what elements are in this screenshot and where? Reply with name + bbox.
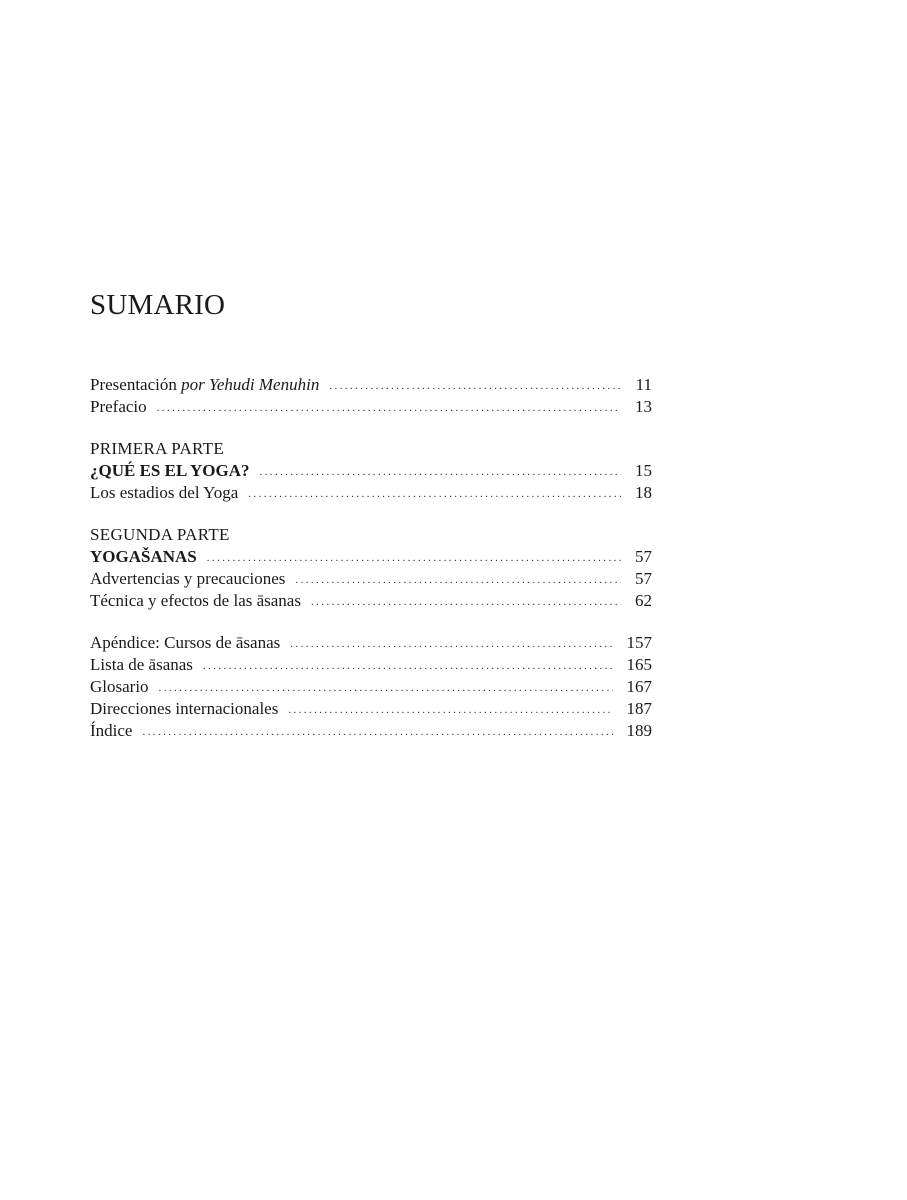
toc-entry	[90, 396, 652, 418]
toc-entry	[90, 460, 652, 482]
dot-leader	[157, 397, 620, 419]
dot-leader	[311, 591, 621, 613]
toc-group-front-matter	[90, 374, 652, 418]
toc-entry	[90, 568, 652, 590]
toc-entry-page: 18	[635, 483, 652, 502]
toc-entry-label: Índice	[90, 721, 133, 740]
toc-entry-label: Advertencias y precauciones	[90, 569, 286, 588]
toc-entry	[90, 654, 652, 676]
toc-entry-page: 157	[626, 633, 652, 652]
toc-entry	[90, 546, 652, 568]
dot-leader	[290, 633, 612, 655]
toc-entry	[90, 698, 652, 720]
table-of-contents	[90, 374, 652, 762]
dot-leader	[288, 699, 612, 721]
toc-entry	[90, 590, 652, 612]
dot-leader	[203, 655, 613, 677]
toc-entry-label: ¿QUÉ ES EL YOGA?	[90, 461, 250, 480]
toc-entry-page: 57	[635, 569, 652, 588]
dot-leader	[329, 375, 621, 397]
toc-entry-page: 13	[635, 397, 652, 416]
toc-entry-label: Glosario	[90, 677, 149, 696]
dot-leader	[260, 461, 622, 483]
toc-entry	[90, 374, 652, 396]
toc-entry-label: Direcciones internacionales	[90, 699, 279, 718]
part-heading: PRIMERA PARTE	[90, 439, 225, 458]
toc-entry-label: Lista de āsanas	[90, 655, 193, 674]
page-title: SUMARIO	[90, 289, 226, 321]
toc-entry-label-italic: por Yehudi Menuhin	[181, 375, 320, 394]
toc-entry-label: Apéndice: Cursos de āsanas	[90, 633, 281, 652]
toc-entry-label: Técnica y efectos de las āsanas	[90, 591, 301, 610]
toc-entry-page: 62	[635, 591, 652, 610]
dot-leader	[295, 569, 621, 591]
toc-entry	[90, 632, 652, 654]
toc-entry-page: 165	[626, 655, 652, 674]
toc-entry-page: 11	[635, 375, 652, 394]
dot-leader	[248, 483, 621, 505]
dot-leader	[159, 677, 613, 699]
toc-entry-page: 167	[626, 677, 652, 696]
part-heading: SEGUNDA PARTE	[90, 525, 230, 544]
toc-entry	[90, 720, 652, 742]
toc-entry	[90, 676, 652, 698]
toc-group-back-matter	[90, 632, 652, 742]
toc-group-part-one	[90, 438, 652, 504]
toc-entry-label: Los estadios del Yoga	[90, 483, 239, 502]
toc-group-part-two	[90, 524, 652, 612]
toc-entry-label: YOGAŠANAS	[90, 547, 197, 566]
dot-leader	[142, 721, 612, 743]
toc-entry-page: 15	[635, 461, 652, 480]
toc-entry-label: Prefacio	[90, 397, 147, 416]
toc-entry	[90, 482, 652, 504]
toc-entry-page: 57	[635, 547, 652, 566]
dot-leader	[207, 547, 621, 569]
toc-entry-page: 187	[626, 699, 652, 718]
toc-entry-page: 189	[626, 721, 652, 740]
toc-entry-label: Presentación por Yehudi Menuhin	[90, 375, 320, 394]
